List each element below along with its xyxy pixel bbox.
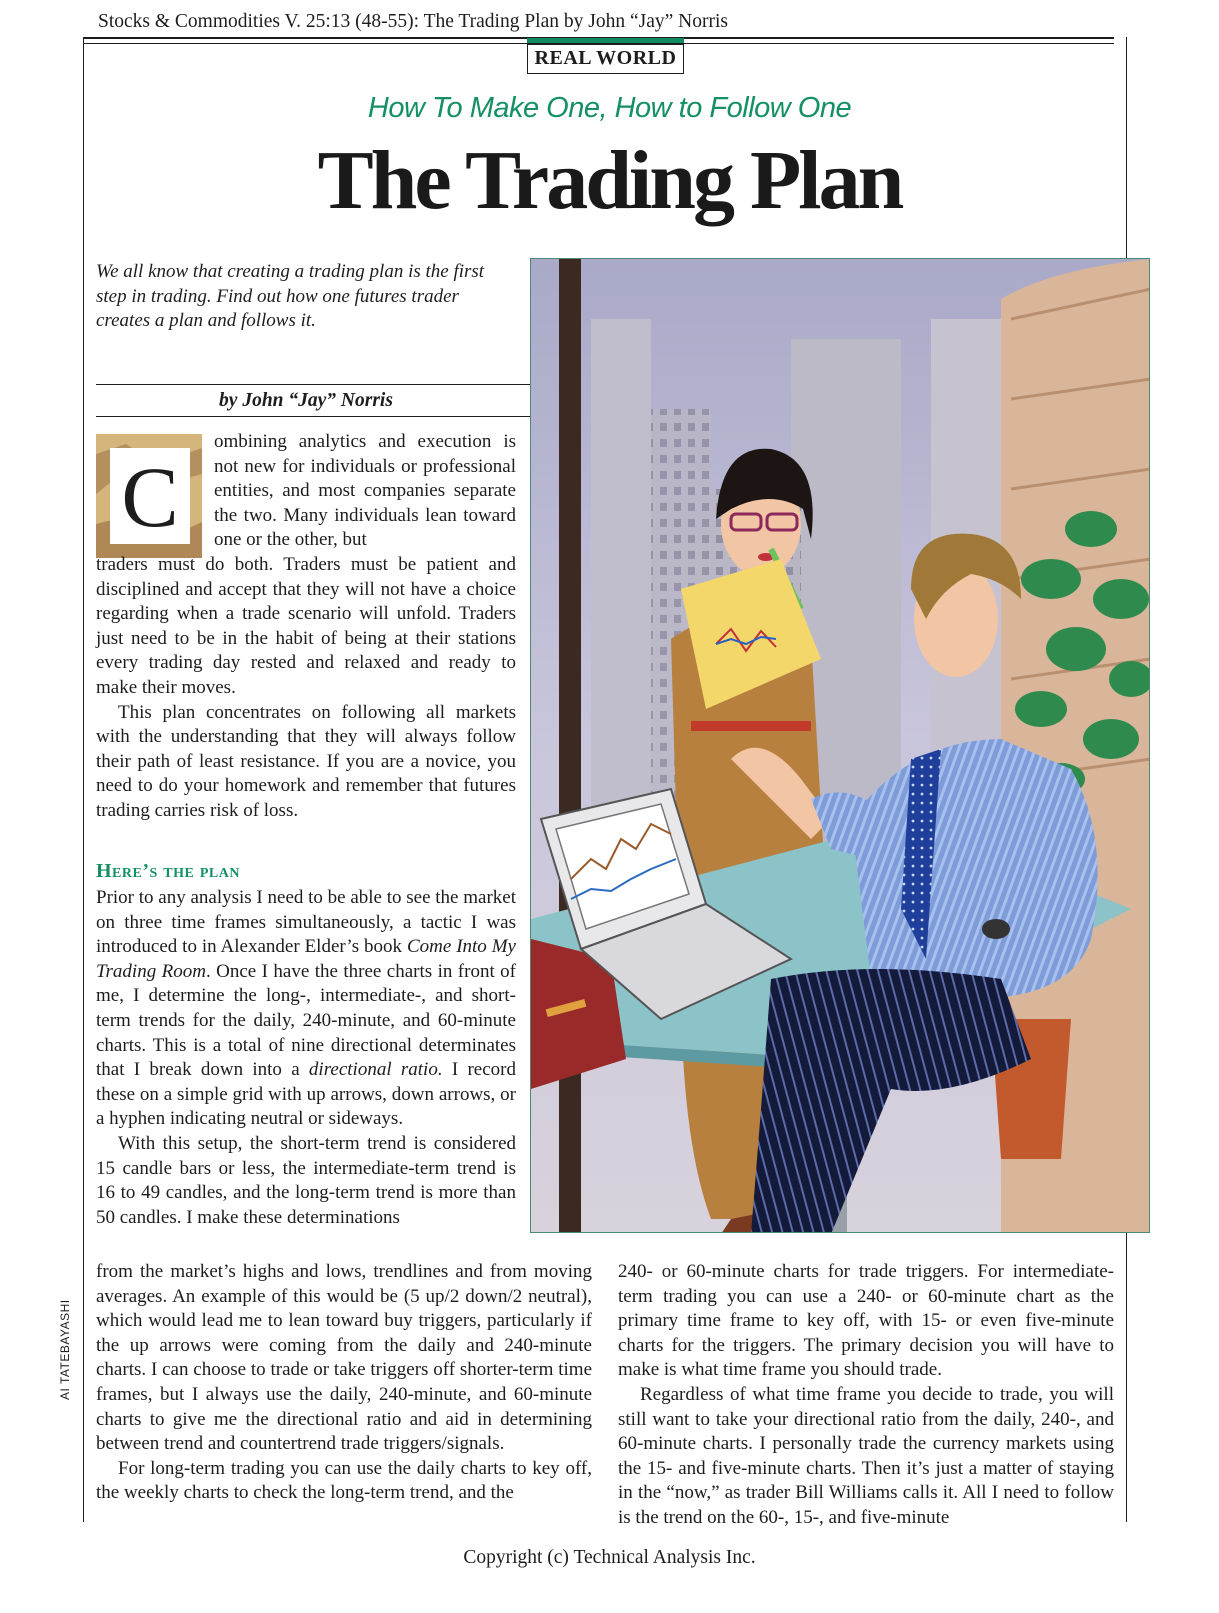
section-badge-bar bbox=[527, 38, 684, 43]
copyright-footer: Copyright (c) Technical Analysis Inc. bbox=[463, 1547, 756, 1568]
body-col-left-top: ombining analytics and execution is not new for individuals or professional entities, and most companies separate the two. Many individuals lean toward one or the other, but traders must do both. Traders must be patient and disciplined and accept that they will not have a choice regarding when a trade scenario will unfold. Traders just need to be in the habit of being at their stations every trading day rested and relaxed and ready to make their moves. This plan concentrates on following all markets with the understanding that they will always follow their path of least resistance. If you are a novice, you need to do your homework and remember that futures trading carries risk of loss. bbox=[96, 431, 516, 821]
running-head: Stocks & Commodities V. 25:13 (48-55): The Trading Plan by John “Jay” Norris bbox=[98, 11, 728, 32]
art-credit: AI TATEBAYASHI bbox=[58, 1299, 72, 1400]
section-heading-plan: Here’s the plan bbox=[96, 860, 240, 882]
section-badge: REAL WORLD bbox=[527, 44, 684, 74]
byline-rule-top bbox=[96, 384, 534, 385]
illustration-art bbox=[531, 259, 1150, 1233]
article-subtitle: How To Make One, How to Follow One bbox=[367, 92, 852, 124]
byline: by John “Jay” Norris bbox=[219, 390, 393, 411]
frame-left bbox=[83, 37, 84, 1522]
article-title: The Trading Plan bbox=[317, 134, 902, 227]
illustration-traders-office bbox=[530, 258, 1150, 1233]
article-deck: We all know that creating a trading plan is the first step in trading. Find out how one futures trader creates a plan and follows it. bbox=[96, 261, 485, 331]
body-col-left-mid: Prior to any analysis I need to be able to see the market on three time frames simultaneously, a tactic I was introduced to in Alexander Elder’s book Come Into My Trading Room. Once I have the three charts in front of me, I determine the long-, intermediate-, and short-term trends for the daily, 240-minute, and 60-minute charts. This is a total of nine directional determinates that I break down into a directional ratio. I record these on a simple grid with up arrows, down arrows, or a hyphen indicating neutral or sideways. With this setup, the short-term trend is considered 15 candle bars or less, the intermediate-term trend is 16 to 49 candles, and the long-term trend is more than 50 candles. I make these determinations bbox=[96, 887, 516, 1228]
drop-cap-letter: C bbox=[121, 449, 179, 545]
body-col-right-bottom: 240- or 60-minute charts for trade triggers. For intermediate-term trading you can use a 240- or 60-minute chart as the primary time frame to key off, with 15- or even five-minute charts for the triggers. The primary decision you will have to make is what time frame you should trade. Regardless of what time frame you decide to trade, you will still want to take your directional ratio from the daily, 240-, and 60-minute charts. I personally trade the currency markets using the 15- and five-minute charts. Then it’s just a matter of staying in the “now,” as trader Bill Williams calls it. All I need to follow is the trend on the 60-, 15-, and five-minute bbox=[618, 1261, 1114, 1528]
byline-rule-bottom bbox=[96, 416, 534, 417]
body-col-left-bottom: from the market’s highs and lows, trendlines and from moving averages. An example of this would be (5 up/2 down/2 neutral), which would lead me to lean toward buy triggers, particularly if the up arrows were coming from the daily and 240-minute charts. I can choose to trade or take triggers off shorter-term time frames, but I always use the daily, 240-minute, and 60-minute charts to give me the directional ratio and aid in determining between trend and countertrend trade triggers/signals. For long-term trading you can use the daily charts to key off, the weekly charts to check the long-term trend, and the bbox=[96, 1261, 592, 1504]
